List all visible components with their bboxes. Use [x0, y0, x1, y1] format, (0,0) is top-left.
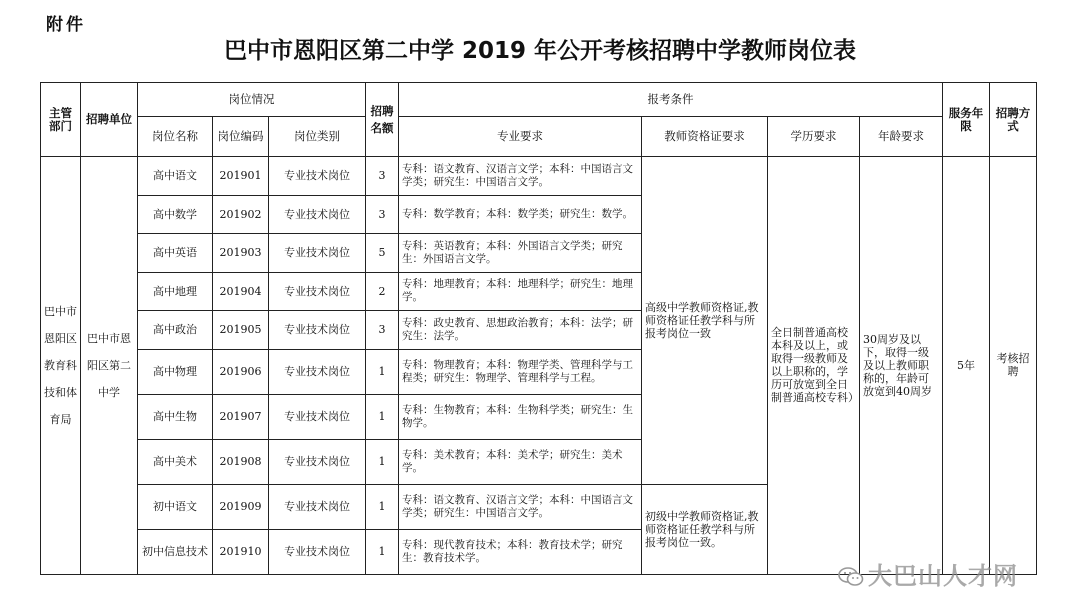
post-type: 专业技术岗位	[269, 311, 366, 350]
quota: 1	[366, 439, 399, 484]
table-row	[41, 157, 1037, 196]
post-code: 201902	[213, 195, 269, 234]
post-code: 201906	[213, 349, 269, 394]
post-name: 高中政治	[138, 311, 213, 350]
dept-cell: 巴中市恩阳区教育科技和体育局	[41, 157, 81, 575]
post-type: 专业技术岗位	[269, 439, 366, 484]
header-post-code: 岗位编码	[213, 117, 269, 157]
header-unit: 招聘单位	[81, 83, 138, 157]
post-name: 高中物理	[138, 349, 213, 394]
header-edu: 学历要求	[768, 117, 860, 157]
attachment-label: 附件	[46, 15, 86, 35]
header-post-type: 岗位类别	[269, 117, 366, 157]
post-code: 201901	[213, 157, 269, 196]
post-code: 201910	[213, 529, 269, 574]
post-code: 201907	[213, 394, 269, 439]
major-req: 专科：美术教育；本科：美术学；研究生：美术学。	[399, 439, 642, 484]
post-type: 专业技术岗位	[269, 272, 366, 311]
quota: 1	[366, 529, 399, 574]
header-dept: 主管部门	[41, 83, 81, 157]
header-row-2	[41, 117, 1037, 157]
post-type: 专业技术岗位	[269, 349, 366, 394]
watermark-text: 大巴山人才网	[868, 562, 1018, 590]
quota: 5	[366, 234, 399, 273]
major-req: 专科：现代教育技术；本科：教育技术学；研究生：教育技术学。	[399, 529, 642, 574]
quota: 1	[366, 349, 399, 394]
cert-senior: 高级中学教师资格证,教师资格证任教学科与所报考岗位一致	[642, 157, 768, 485]
post-type: 专业技术岗位	[269, 157, 366, 196]
page-title: 巴中市恩阳区第二中学 2019 年公开考核招聘中学教师岗位表	[223, 38, 857, 64]
post-code: 201908	[213, 439, 269, 484]
service-years: 5年	[943, 157, 990, 575]
header-major: 专业要求	[399, 117, 642, 157]
post-name: 高中生物	[138, 394, 213, 439]
header-method: 招聘方式	[990, 83, 1037, 157]
quota: 1	[366, 484, 399, 529]
header-age: 年龄要求	[860, 117, 943, 157]
post-name: 初中信息技术	[138, 529, 213, 574]
post-name: 高中美术	[138, 439, 213, 484]
cert-junior: 初级中学教师资格证,教师资格证任教学科与所报考岗位一致。	[642, 484, 768, 574]
major-req: 专科：政史教育、思想政治教育；本科：法学；研究生：法学。	[399, 311, 642, 350]
post-name: 高中地理	[138, 272, 213, 311]
post-code: 201909	[213, 484, 269, 529]
header-service: 服务年限	[943, 83, 990, 157]
watermark	[838, 556, 1018, 591]
major-req: 专科：数学教育；本科：数学类；研究生：数学。	[399, 195, 642, 234]
post-type: 专业技术岗位	[269, 234, 366, 273]
quota: 3	[366, 157, 399, 196]
post-name: 高中英语	[138, 234, 213, 273]
job-table	[40, 82, 1037, 575]
header-quota: 招聘名额	[366, 83, 399, 157]
post-code: 201905	[213, 311, 269, 350]
post-name: 高中语文	[138, 157, 213, 196]
header-row-1	[41, 83, 1037, 117]
post-type: 专业技术岗位	[269, 484, 366, 529]
post-type: 专业技术岗位	[269, 529, 366, 574]
post-type: 专业技术岗位	[269, 195, 366, 234]
post-code: 201903	[213, 234, 269, 273]
major-req: 专科：语文教育、汉语言文学；本科：中国语言文学类；研究生：中国语言文学。	[399, 484, 642, 529]
quota: 2	[366, 272, 399, 311]
post-type: 专业技术岗位	[269, 394, 366, 439]
quota: 3	[366, 195, 399, 234]
quota: 1	[366, 394, 399, 439]
wechat-icon	[838, 567, 864, 587]
unit-cell: 巴中市恩阳区第二中学	[81, 157, 138, 575]
post-name: 高中数学	[138, 195, 213, 234]
header-post-name: 岗位名称	[138, 117, 213, 157]
major-req: 专科：英语教育；本科：外国语言文学类；研究生：外国语言文学。	[399, 234, 642, 273]
age-req: 30周岁及以下，取得一级及以上教师职称的，年龄可放宽到40周岁	[860, 157, 943, 575]
header-conditions: 报考条件	[399, 83, 943, 117]
header-post-info: 岗位情况	[138, 83, 366, 117]
header-cert: 教师资格证要求	[642, 117, 768, 157]
major-req: 专科：物理教育；本科：物理学类、管理科学与工程类；研究生：物理学、管理科学与工程。	[399, 349, 642, 394]
major-req: 专科：语文教育、汉语言文学；本科：中国语言文学类；研究生：中国语言文学。	[399, 157, 642, 196]
recruit-method: 考核招聘	[990, 157, 1037, 575]
major-req: 专科：生物教育；本科：生物科学类；研究生：生物学。	[399, 394, 642, 439]
post-code: 201904	[213, 272, 269, 311]
major-req: 专科：地理教育；本科：地理科学；研究生：地理学。	[399, 272, 642, 311]
quota: 3	[366, 311, 399, 350]
post-name: 初中语文	[138, 484, 213, 529]
edu-req: 全日制普通高校本科及以上，或取得一级教师及以上职称的，学历可放宽到全日制普通高校专科）	[768, 157, 860, 575]
